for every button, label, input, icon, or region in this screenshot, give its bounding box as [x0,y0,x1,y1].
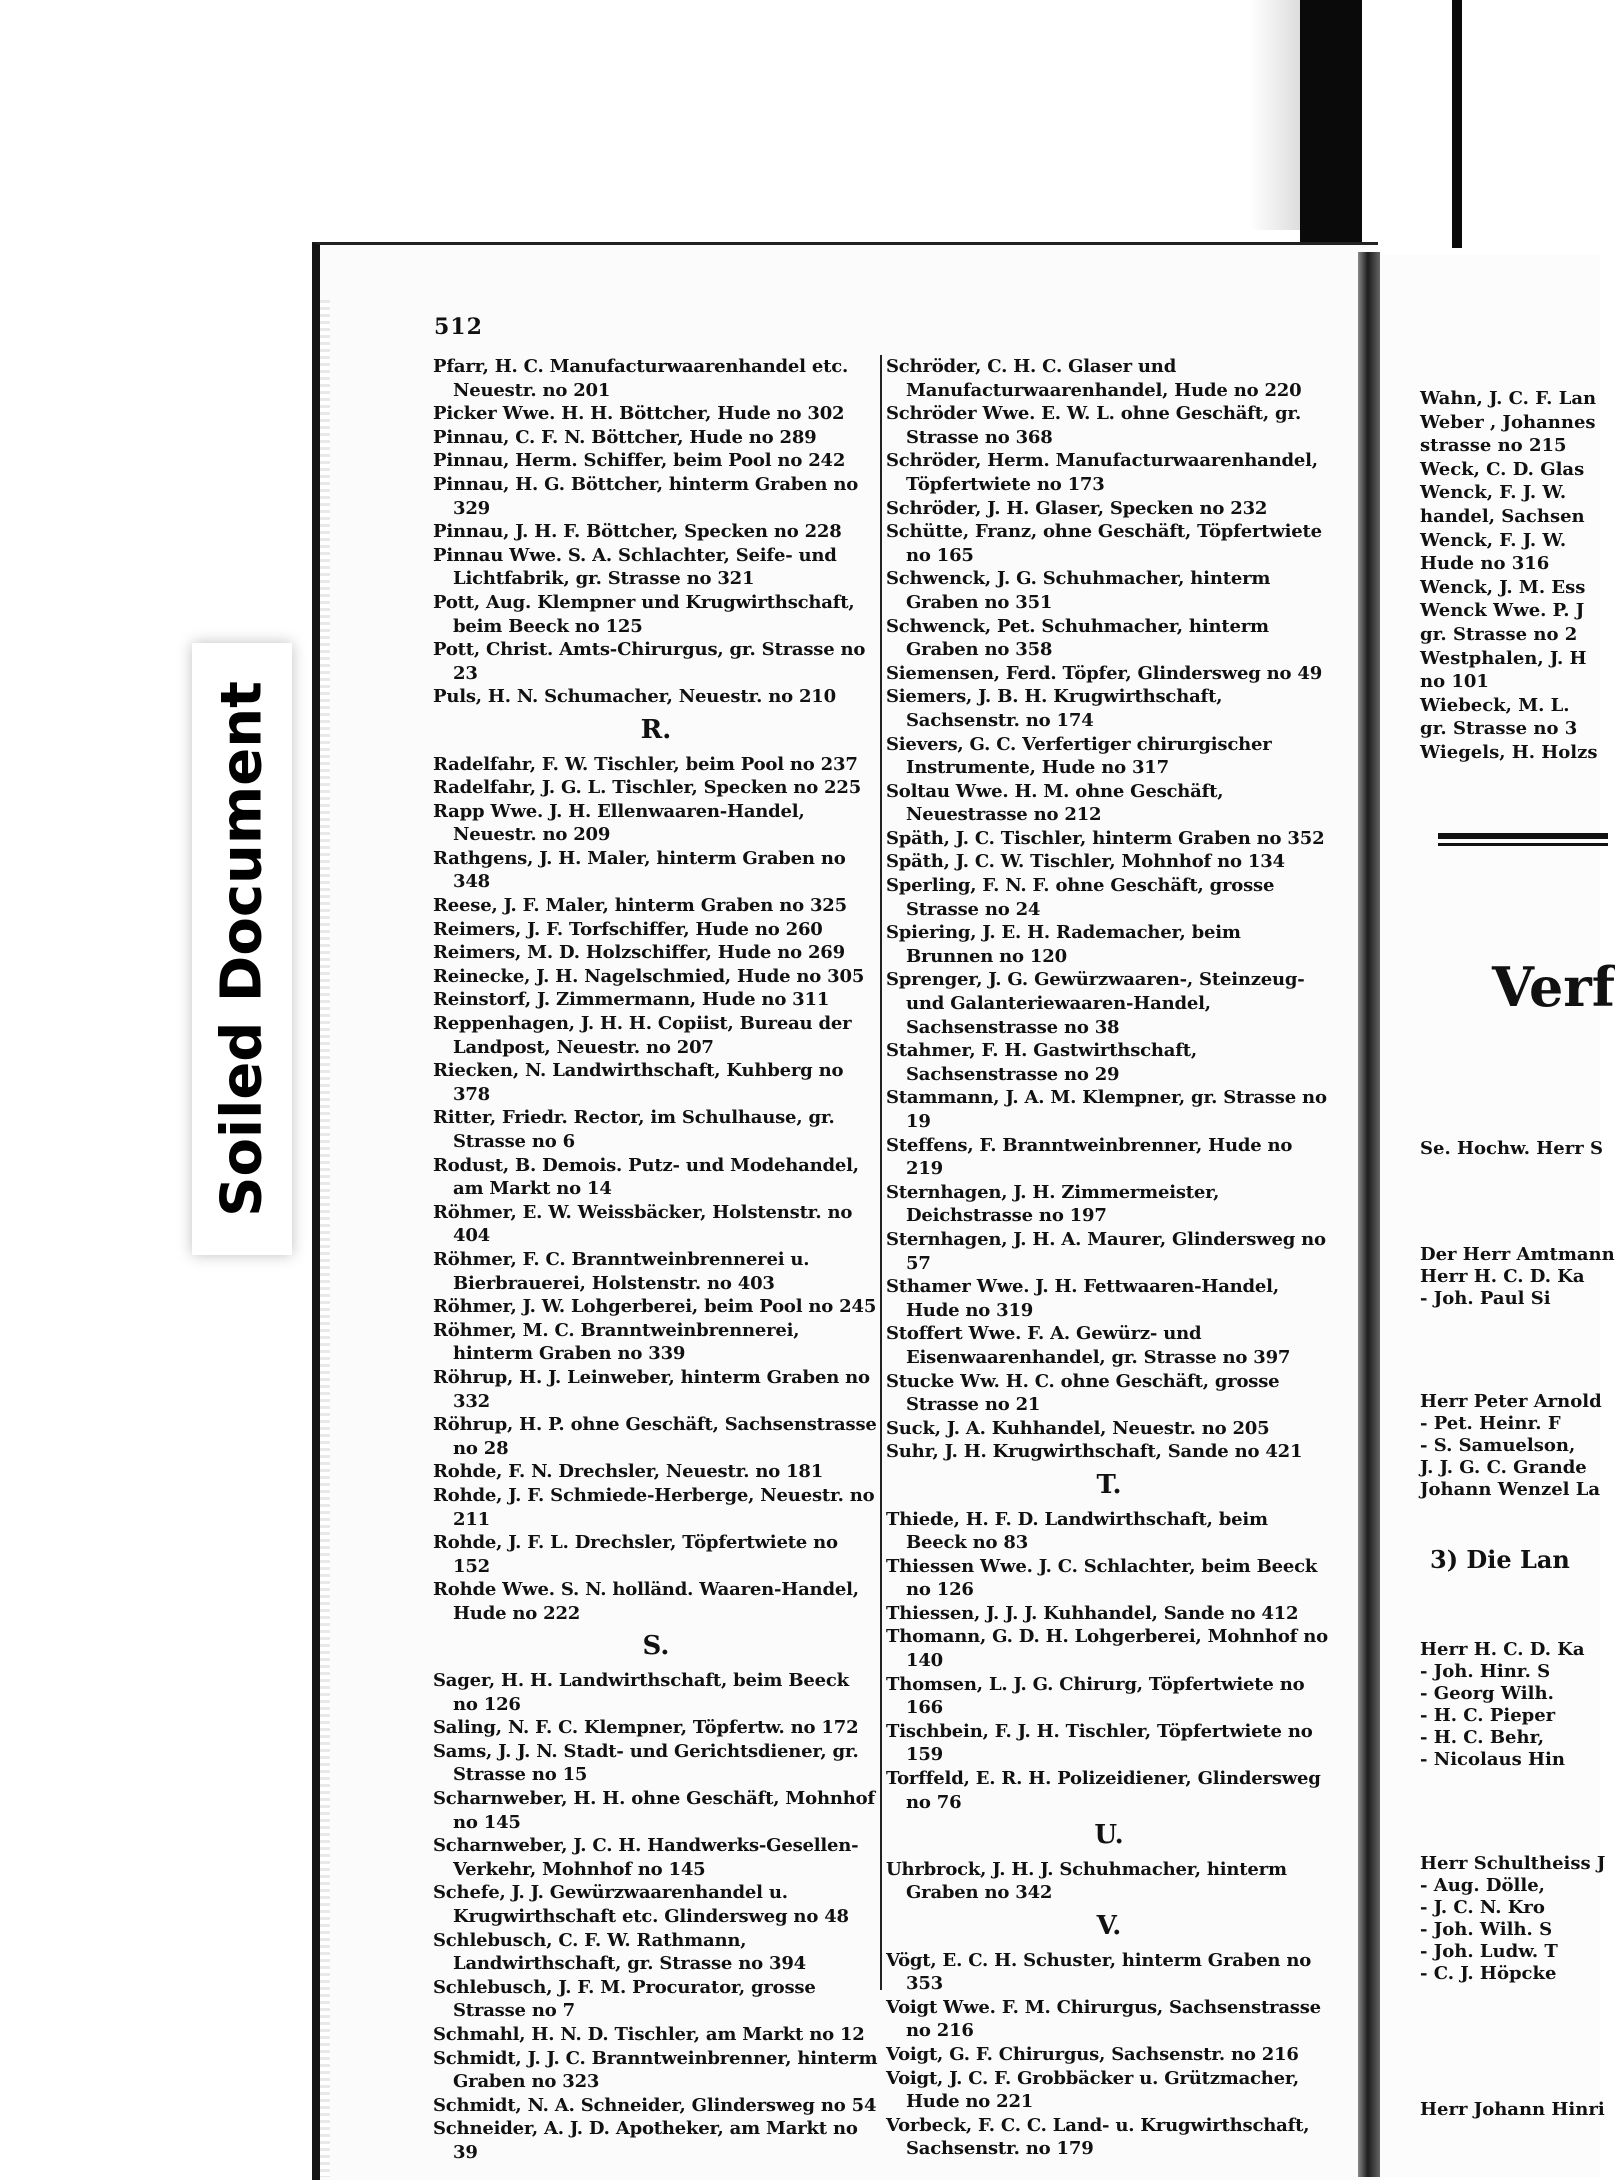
page-fold-shadow [1250,0,1300,230]
directory-entry: Schmahl, H. N. D. Tischler, am Markt no 12 [433,2023,865,2045]
facing-page-section-head: 3) Die Lan [1430,1545,1570,1574]
facing-page-line: Wenck Wwe. P. J [1420,600,1585,622]
facing-page-heading: Verf [1492,955,1615,1019]
directory-entry: Pinnau Wwe. S. A. Schlachter, Seife- und Lichtfabrik, gr. Strasse no 321 [433,544,837,590]
directory-entry: Scharnweber, J. C. H. Handwerks-Gesellen-Verkehr, Mohnhof no 145 [433,1835,859,1880]
facing-page-line: Wahn, J. C. F. Lan [1420,388,1597,409]
column-divider [880,355,882,1990]
directory-entry: Sternhagen, J. H. A. Maurer, Glindersweg no 57 [886,1228,1326,1274]
facing-page-line: Herr H. C. D. Ka [1420,1266,1585,1287]
facing-page-line: Herr Peter Arnold [1420,1391,1602,1412]
directory-entry: Steffens, F. Branntweinbrenner, Hude no 219 [886,1134,1293,1180]
page-number: 512 [434,314,483,340]
facing-page-line: - H. C. Pieper [1420,1705,1556,1726]
facing-page-rule [1438,833,1608,839]
directory-entry: Suck, J. A. Kuhhandel, Neuestr. no 205 [886,1417,1270,1439]
directory-entry: Sthamer Wwe. J. H. Fettwaaren-Handel, Hude no 319 [886,1276,1279,1321]
directory-entry: Suhr, J. H. Krugwirthschaft, Sande no 421 [886,1441,1303,1463]
directory-entry: Vorbeck, F. C. C. Land- u. Krugwirthschaft, Sachsenstr. no 179 [886,2114,1310,2160]
directory-entry: Rapp Wwe. J. H. Ellenwaaren-Handel, Neuestr. no 209 [433,800,805,846]
facing-page-line: Hude no 316 [1420,553,1550,575]
directory-entry: Thiede, H. F. D. Landwirthschaft, beim Beeck no 83 [886,1508,1268,1554]
directory-entry: Sperling, F. N. F. ohne Geschäft, grosse Strasse no 24 [886,875,1275,920]
facing-page-line: Der Herr Amtmann [1420,1244,1615,1265]
facing-page-line: gr. Strasse no 3 [1420,718,1578,740]
page-edge-texture [320,300,330,2177]
facing-page-line: Johann Wenzel La [1420,1479,1601,1500]
directory-entry: Thiessen, J. J. J. Kuhhandel, Sande no 412 [886,1602,1299,1624]
directory-entry: Torffeld, E. R. H. Polizeidiener, Glindersweg no 76 [886,1768,1321,1813]
directory-entry: Schwenck, J. G. Schuhmacher, hinterm Graben no 351 [886,568,1271,613]
facing-page-line: Wiegels, H. Holzs [1420,742,1598,763]
directory-entry: Spiering, J. E. H. Rademacher, beim Brunnen no 120 [886,922,1241,967]
section-letter: S. [642,1631,670,1662]
directory-entry: Röhmer, J. W. Lohgerberei, beim Pool no 245 [433,1296,877,1318]
directory-entry: Voigt, J. C. F. Grobbäcker u. Grützmacher, Hude no 221 [886,2067,1299,2113]
facing-page-line: - Joh. Ludw. T [1420,1941,1558,1962]
directory-entry: Reppenhagen, J. H. H. Copiist, Bureau der Landpost, Neuestr. no 207 [433,1013,852,1058]
directory-entry: Stucke Ww. H. C. ohne Geschäft, grosse Strasse no 21 [886,1370,1280,1416]
directory-entry: Schefe, J. J. Gewürzwaarenhandel u. Krugwirthschaft etc. Glindersweg no 48 [433,1882,849,1927]
facing-page-line: - H. C. Behr, [1420,1727,1545,1748]
facing-page-line: - C. J. Höpcke [1420,1963,1557,1984]
facing-page-line: Wenck, F. J. W. [1420,529,1567,551]
dark-corner-band [1300,0,1362,248]
facing-page-line: - Pet. Heinr. F [1420,1413,1561,1434]
directory-entry: Pinnau, H. G. Böttcher, hinterm Graben no 329 [433,473,859,519]
directory-entry: Saling, N. F. C. Klempner, Töpfertw. no 172 [433,1717,859,1739]
facing-page-line: Wenck, J. M. Ess [1420,576,1586,598]
directory-entry: Riecken, N. Landwirthschaft, Kuhberg no 378 [433,1060,844,1105]
facing-page-line: - Joh. Paul Si [1420,1288,1551,1309]
directory-entry: Rohde, F. N. Drechsler, Neuestr. no 181 [433,1461,824,1483]
facing-page-line: Weck, C. D. Glas [1420,458,1585,480]
directory-entry: Soltau Wwe. H. M. ohne Geschäft, Neuestrasse no 212 [886,780,1224,826]
facing-page-line: Westphalen, J. H [1420,647,1587,669]
facing-page-line: Herr Schultheiss J [1420,1853,1606,1874]
section-letter: R. [640,714,672,745]
facing-page-line: - Aug. Dölle, [1420,1875,1545,1896]
directory-entry: Schlebusch, J. F. M. Procurator, grosse Strasse no 7 [433,1976,816,2022]
directory-entry: Rohde Wwe. S. N. holländ. Waaren-Handel, Hude no 222 [433,1579,859,1624]
directory-entry: Pinnau, Herm. Schiffer, beim Pool no 242 [433,450,846,472]
directory-column-right [886,355,1332,2161]
directory-entry: Stammann, J. A. M. Klempner, gr. Strasse no 19 [886,1087,1327,1132]
directory-entry: Pott, Aug. Klempner und Krugwirthschaft, beim Beeck no 125 [433,591,855,637]
directory-entry: Schneider, A. J. D. Apotheker, am Markt no 39 [433,2118,858,2163]
directory-entry: Reese, J. F. Maler, hinterm Graben no 325 [433,895,847,917]
directory-entry: Stoffert Wwe. F. A. Gewürz- und Eisenwaarenhandel, gr. Strasse no 397 [886,1323,1291,1368]
facing-page-line: Herr Johann Hinri [1420,2099,1605,2120]
directory-entry: Schlebusch, C. F. W. Rathmann, Landwirthschaft, gr. Strasse no 394 [433,1929,806,1975]
directory-entry: Schütte, Franz, ohne Geschäft, Töpfertwiete no 165 [886,521,1322,566]
facing-page-line: - Nicolaus Hin [1420,1749,1565,1770]
facing-page-line: Wenck, F. J. W. [1420,482,1567,504]
directory-entry: Schröder, Herm. Manufacturwaarenhandel, Töpfertwiete no 173 [886,450,1318,495]
directory-entry: Pfarr, H. C. Manufacturwaarenhandel etc. Neuestr. no 201 [433,356,849,401]
directory-entry: Späth, J. C. Tischler, hinterm Graben no 352 [886,827,1325,849]
directory-entry: Röhmer, F. C. Branntweinbrennerei u. Bierbrauerei, Holstenstr. no 403 [433,1248,810,1294]
directory-entry: Pinnau, J. H. F. Böttcher, Specken no 228 [433,521,842,543]
directory-entry: Reinstorf, J. Zimmermann, Hude no 311 [433,989,830,1011]
directory-entry: Rohde, J. F. Schmiede-Herberge, Neuestr. no 211 [433,1484,875,1530]
facing-page-line: - S. Samuelson, [1420,1435,1576,1456]
facing-page-line: strasse no 215 [1420,435,1567,457]
directory-entry: Rodust, B. Demois. Putz- und Modehandel, am Markt no 14 [433,1154,859,1200]
directory-entry: Stahmer, F. H. Gastwirthschaft, Sachsenstrasse no 29 [886,1040,1197,1085]
directory-entry: Siemensen, Ferd. Töpfer, Glindersweg no 49 [886,662,1323,684]
facing-page-line: Weber , Johannes [1420,411,1596,433]
facing-page-line: gr. Strasse no 2 [1420,624,1578,645]
directory-entry: Scharnweber, H. H. ohne Geschäft, Mohnhof no 145 [433,1788,875,1833]
directory-entry: Voigt Wwe. F. M. Chirurgus, Sachsenstrasse no 216 [886,1996,1321,2042]
directory-entry: Sievers, G. C. Verfertiger chirurgischer Instrumente, Hude no 317 [886,733,1272,779]
directory-entry: Röhmer, M. C. Branntweinbrennerei, hinterm Graben no 339 [433,1319,800,1365]
facing-page-line: - Joh. Hinr. S [1420,1661,1551,1682]
directory-entry: Thiessen Wwe. J. C. Schlachter, beim Beeck no 126 [886,1555,1318,1601]
facing-page-line: Wiebeck, M. L. [1420,694,1570,716]
directory-entry: Puls, H. N. Schumacher, Neuestr. no 210 [433,686,836,708]
directory-entry: Reimers, J. F. Torfschiffer, Hude no 260 [433,918,823,940]
directory-entry: Reimers, M. D. Holzschiffer, Hude no 269 [433,942,845,964]
facing-page-line: - Georg Wilh. [1420,1683,1554,1704]
directory-entry: Uhrbrock, J. H. J. Schuhmacher, hinterm Graben no 342 [886,1858,1287,1904]
directory-entry: Schwenck, Pet. Schuhmacher, hinterm Graben no 358 [886,615,1269,661]
directory-entry: Röhrup, H. J. Leinweber, hinterm Graben no 332 [433,1366,870,1412]
directory-entry: Schmidt, J. J. C. Branntweinbrenner, hinterm Graben no 323 [433,2047,878,2093]
facing-page-line: J. J. G. C. Grande [1420,1457,1587,1478]
directory-entry: Schröder, C. H. C. Glaser und Manufacturwaarenhandel, Hude no 220 [886,356,1302,401]
directory-entry: Reinecke, J. H. Nagelschmied, Hude no 305 [433,965,865,987]
section-letter: T. [1096,1469,1122,1500]
directory-entry: Radelfahr, J. G. L. Tischler, Specken no 225 [433,777,862,799]
directory-entry: Schröder Wwe. E. W. L. ohne Geschäft, gr. Strasse no 368 [886,403,1302,448]
directory-entry: Siemers, J. B. H. Krugwirthschaft, Sachsenstr. no 174 [886,686,1223,731]
facing-page-line: handel, Sachsen [1420,506,1585,527]
soiled-document-label-text: Soiled Document [209,681,275,1217]
directory-entry: Radelfahr, F. W. Tischler, beim Pool no 237 [433,753,858,775]
directory-entry: Rathgens, J. H. Maler, hinterm Graben no 348 [433,847,846,893]
directory-entry: Ritter, Friedr. Rector, im Schulhause, gr. Strasse no 6 [433,1107,835,1152]
directory-entry: Rohde, J. F. L. Drechsler, Töpfertwiete no 152 [433,1532,838,1577]
facing-page [1380,255,1615,2177]
directory-entry: Schmidt, N. A. Schneider, Glindersweg no 54 [433,2094,877,2116]
directory-entry: Schröder, J. H. Glaser, Specken no 232 [886,497,1268,519]
directory-entry: Thomann, G. D. H. Lohgerberei, Mohnhof no 140 [886,1626,1328,1672]
directory-entry: Thomsen, L. J. G. Chirurg, Töpfertwiete no 166 [886,1673,1305,1719]
facing-page-line: Se. Hochw. Herr S [1420,1138,1603,1159]
directory-entry: Sternhagen, J. H. Zimmermeister, Deichstrasse no 197 [886,1181,1220,1227]
directory-entry: Sams, J. J. N. Stadt- und Gerichtsdiener, gr. Strasse no 15 [433,1740,859,1786]
directory-entry: Sager, H. H. Landwirthschaft, beim Beeck no 126 [433,1670,849,1715]
facing-page-line: Herr H. C. D. Ka [1420,1639,1585,1660]
directory-entry: Picker Wwe. H. H. Böttcher, Hude no 302 [433,403,845,425]
section-letter: U. [1094,1820,1124,1851]
facing-page-rule-thin [1438,843,1608,846]
book-gutter [1358,252,1380,2177]
directory-entry: Tischbein, F. J. H. Tischler, Töpfertwiete no 159 [886,1720,1313,1766]
section-letter: V. [1096,1911,1122,1941]
facing-page-line: - J. C. N. Kro [1420,1897,1545,1918]
directory-column-left [433,355,879,2165]
directory-entry: Sprenger, J. G. Gewürzwaaren-, Steinzeug- und Galanteriewaaren-Handel, Sachsenstrasse no 38 [886,969,1305,1038]
directory-entry: Röhrup, H. P. ohne Geschäft, Sachsenstrasse no 28 [433,1414,877,1459]
soiled-document-label [192,643,292,1255]
directory-entry: Vögt, E. C. H. Schuster, hinterm Graben no 353 [886,1949,1312,1995]
dark-corner-band-thin [1452,0,1462,248]
directory-entry: Röhmer, E. W. Weissbäcker, Holstenstr. no 404 [433,1201,853,1247]
directory-entry: Pinnau, C. F. N. Böttcher, Hude no 289 [433,426,817,448]
directory-entry: Voigt, G. F. Chirurgus, Sachsenstr. no 216 [886,2043,1299,2065]
facing-page-line: no 101 [1420,671,1489,693]
directory-entry: Späth, J. C. W. Tischler, Mohnhof no 134 [886,851,1285,873]
directory-entry: Pott, Christ. Amts-Chirurgus, gr. Strasse no 23 [433,639,866,684]
facing-page-line: - Joh. Wilh. S [1420,1919,1553,1940]
